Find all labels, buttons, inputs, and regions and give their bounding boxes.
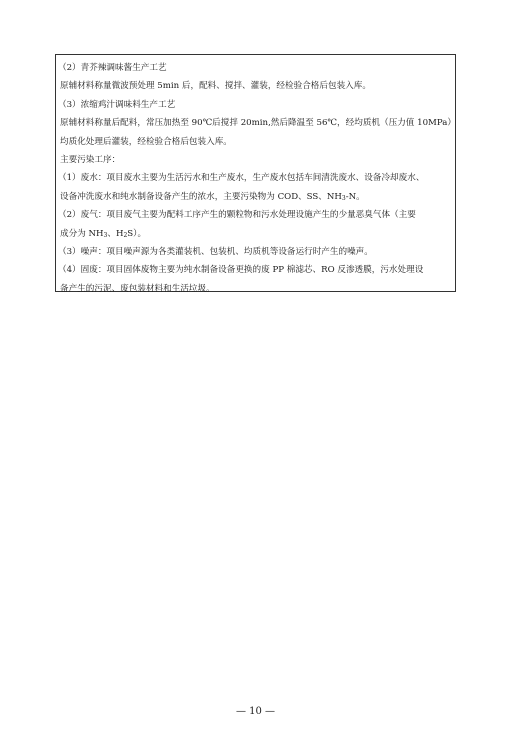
page-footer bbox=[0, 706, 511, 717]
subheading: 主要污染工序： bbox=[60, 154, 121, 165]
paragraph-line: 均质化处理后灌装，经检验合格后包装入库。 bbox=[60, 136, 232, 147]
dash-left: — bbox=[235, 706, 250, 717]
paragraph-line: （4）固废：项目固体废物主要为纯水制备设备更换的废 PP 棉滤芯、RO 反渗透膜，污水处理设 bbox=[58, 265, 424, 276]
paragraph-line: 原辅材料称量后配料，常压加热至 90℃后搅拌 20min,然后降温至 56℃，经均质机（压力值 10MPa） bbox=[60, 118, 456, 129]
section-heading: （2）青芥辣调味酱生产工艺 bbox=[58, 63, 167, 73]
paragraph-line: 成分为 $NH_3$、$H_2S$）。 bbox=[60, 228, 147, 239]
page-number: 10 bbox=[249, 706, 262, 717]
paragraph-line: 备产生的污泥、废包装材料和生活垃圾。 bbox=[60, 283, 215, 294]
document-body bbox=[60, 59, 454, 298]
paragraph-line: （2）废气：项目废气主要为配料工序产生的颗粒物和污水处理设施产生的少量恶臭气体（主要 bbox=[58, 210, 416, 221]
dash-right: — bbox=[261, 706, 276, 717]
paragraph-line: （1）废水：项目废水主要为生活污水和生产废水，生产废水包括车间清洗废水、设备冷却废水、 bbox=[58, 173, 425, 184]
paragraph-line: 设备冲洗废水和纯水制备设备产生的浓水，主要污染物为 COD、SS、$NH_3-N$。 bbox=[60, 191, 365, 202]
paragraph-line: 原辅材料称量微波预处理 5min 后，配料、搅拌、灌装，经检验合格后包装入库。 bbox=[60, 81, 371, 92]
section-heading: （3）浓缩鸡汁调味料生产工艺 bbox=[58, 99, 176, 110]
paragraph-line: （3）噪声：项目噪声源为各类灌装机、包装机、均质机等设备运行时产生的噪声。 bbox=[58, 246, 373, 257]
